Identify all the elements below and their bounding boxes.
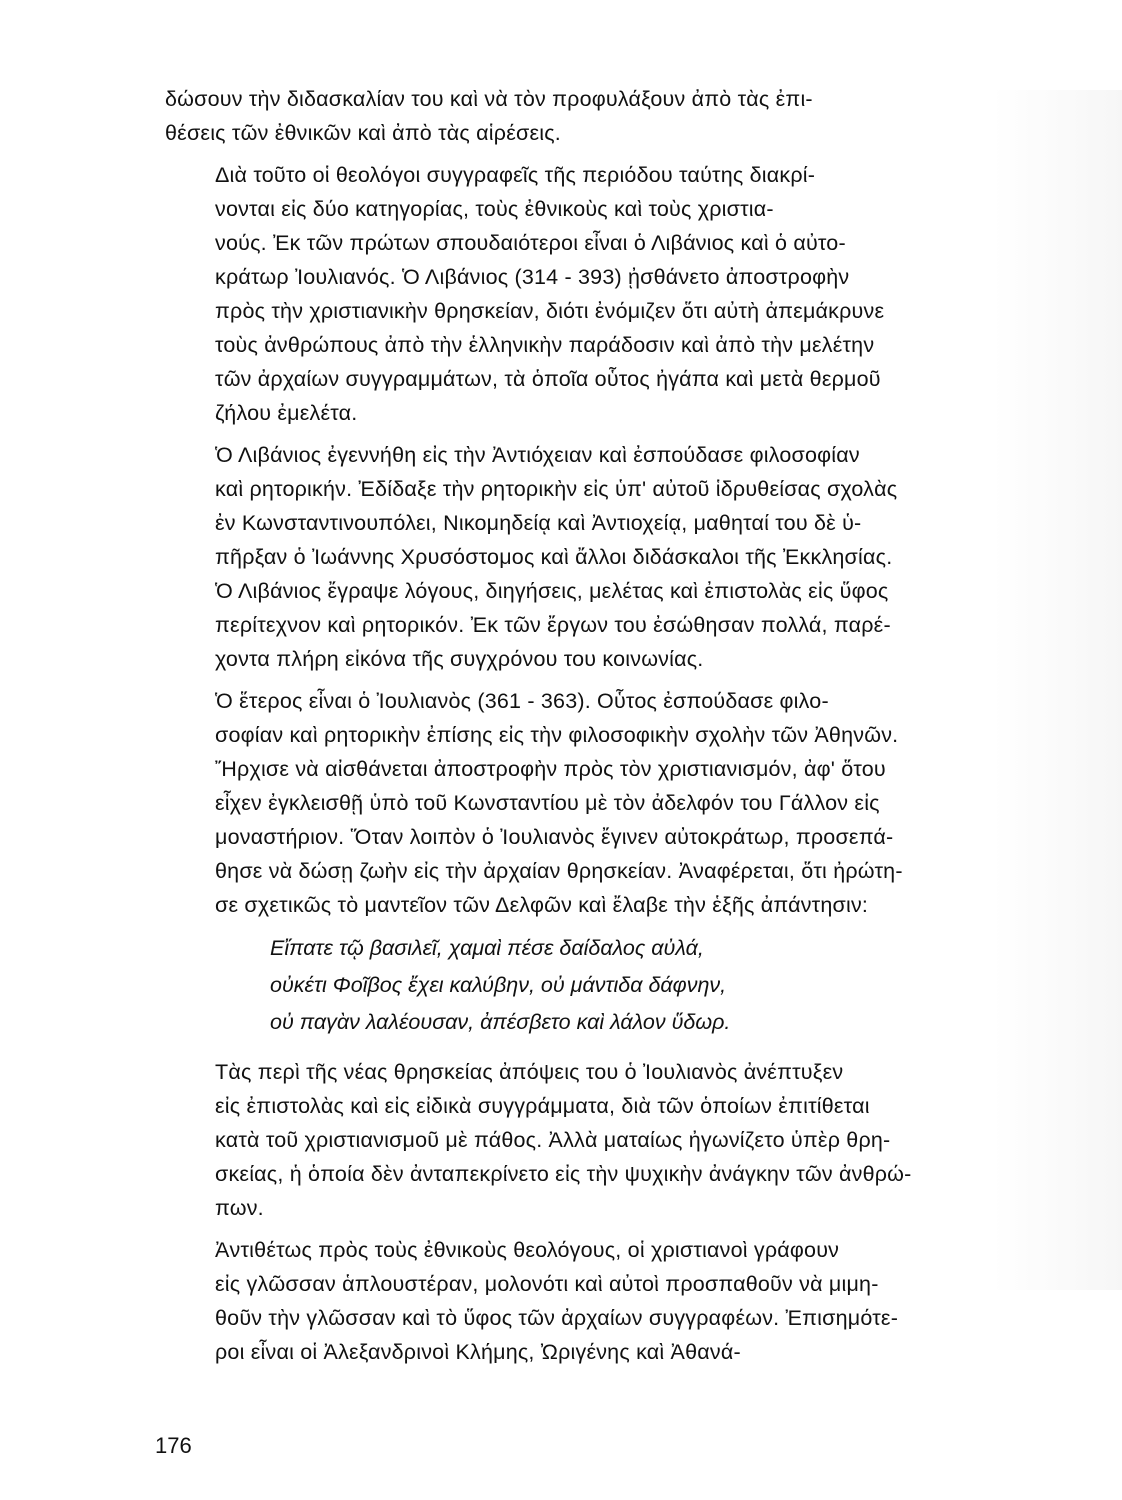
- text-line: πρὸς τὴν χριστιανικὴν θρησκείαν, διότι ἐνόμιζεν ὅτι αὐτὴ ἀπεμάκρυνε: [215, 299, 885, 323]
- text-line: κατὰ τοῦ χριστιανισμοῦ μὲ πάθος. Ἀλλὰ ματαίως ἠγωνίζετο ὑπὲρ θρη-: [215, 1128, 891, 1152]
- text-line: κράτωρ Ἰουλιανός. Ὁ Λιβάνιος (314 - 393) ᾐσθάνετο ἀποστροφὴν: [215, 265, 850, 289]
- text-line: θοῦν τὴν γλῶσσαν καὶ τὸ ὕφος τῶν ἀρχαίων συγγραφέων. Ἐπισημότε-: [215, 1306, 899, 1330]
- text-line: θέσεις τῶν ἐθνικῶν καὶ ἀπὸ τὰς αἱρέσεις.: [165, 121, 561, 145]
- text-line: Τὰς περὶ τῆς νέας θρησκείας ἀπόψεις του ὁ Ἰουλιανὸς ἀνέπτυξεν: [215, 1060, 844, 1084]
- page-number: 176: [155, 1433, 192, 1458]
- text-line: εἶχεν ἐγκλεισθῇ ὑπὸ τοῦ Κωνσταντίου μὲ τὸν ἀδελφόν του Γάλλον εἰς: [215, 791, 880, 815]
- text-line: χοντα πλήρη εἰκόνα τῆς συγχρόνου του κοινωνίας.: [215, 647, 704, 671]
- text-line: Ὁ Λιβάνιος ἔγραψε λόγους, διηγήσεις, μελέτας καὶ ἐπιστολὰς εἰς ὕφος: [215, 579, 889, 603]
- text-line: σκείας, ἡ ὁποία δὲν ἀνταπεκρίνετο εἰς τὴν ψυχικὴν ἀνάγκην τῶν ἀνθρώ-: [215, 1162, 912, 1186]
- text-line: ροι εἶναι οἱ Ἀλεξανδρινοὶ Κλήμης, Ὠριγένης καὶ Ἀθανά-: [215, 1340, 741, 1364]
- poem-line: οὐ παγὰν λαλέουσαν, ἀπέσβετο καὶ λάλον ὕδωρ.: [270, 1010, 731, 1034]
- poem-line: Εἴπατε τῷ βασιλεῖ, χαμαὶ πέσε δαίδαλος αὐλά,: [270, 936, 704, 960]
- text-line: Ἀντιθέτως πρὸς τοὺς ἐθνικοὺς θεολόγους, οἱ χριστιανοὶ γράφουν: [215, 1238, 840, 1262]
- paragraph-3: [165, 438, 1045, 676]
- oracle-poem: [270, 930, 1045, 1041]
- text-line: περίτεχνον καὶ ρητορικόν. Ἐκ τῶν ἔργων του ἐσώθησαν πολλά, παρέ-: [215, 613, 891, 637]
- paragraph-5: [165, 1055, 1045, 1225]
- page-body: [165, 82, 1045, 1377]
- text-line: δώσουν τὴν διδασκαλίαν του καὶ νὰ τὸν προφυλάξουν ἀπὸ τὰς ἐπι-: [165, 87, 813, 111]
- text-line: μοναστήριον. Ὅταν λοιπὸν ὁ Ἰουλιανὸς ἔγινεν αὐτοκράτωρ, προσεπά-: [215, 825, 894, 849]
- text-line: νονται εἰς δύο κατηγορίας, τοὺς ἐθνικοὺς καὶ τοὺς χριστια-: [215, 197, 774, 221]
- paragraph-6: [165, 1233, 1045, 1369]
- text-line: τοὺς ἀνθρώπους ἀπὸ τὴν ἑλληνικὴν παράδοσιν καὶ ἀπὸ τὴν μελέτην: [215, 333, 875, 357]
- text-line: σοφίαν καὶ ρητορικὴν ἐπίσης εἰς τὴν φιλοσοφικὴν σχολὴν τῶν Ἀθηνῶν.: [215, 723, 899, 747]
- text-line: σε σχετικῶς τὸ μαντεῖον τῶν Δελφῶν καὶ ἔλαβε τὴν ἑξῆς ἀπάντησιν:: [215, 893, 869, 917]
- paragraph-1: [165, 82, 1045, 150]
- text-line: θησε νὰ δώσῃ ζωὴν εἰς τὴν ἀρχαίαν θρησκείαν. Ἀναφέρεται, ὅτι ἠρώτη-: [215, 859, 903, 883]
- text-line: τῶν ἀρχαίων συγγραμμάτων, τὰ ὁποῖα οὗτος ἠγάπα καὶ μετὰ θερμοῦ: [215, 367, 881, 391]
- text-line: Ἤρχισε νὰ αἰσθάνεται ἀποστροφὴν πρὸς τὸν χριστιανισμόν, ἀφ' ὅτου: [215, 757, 886, 781]
- text-line: νούς. Ἐκ τῶν πρώτων σπουδαιότεροι εἶναι ὁ Λιβάνιος καὶ ὁ αὐτο-: [215, 231, 846, 255]
- text-line: πων.: [215, 1196, 264, 1220]
- text-line: πῆρξαν ὁ Ἰωάννης Χρυσόστομος καὶ ἄλλοι διδάσκαλοι τῆς Ἐκκλησίας.: [215, 545, 893, 569]
- text-line: Ὁ ἕτερος εἶναι ὁ Ἰουλιανὸς (361 - 363). Οὗτος ἐσπούδασε φιλο-: [215, 689, 829, 713]
- poem-line: οὐκέτι Φοῖβος ἔχει καλύβην, οὐ μάντιδα δάφνην,: [270, 973, 727, 997]
- text-line: Διὰ τοῦτο οἱ θεολόγοι συγγραφεῖς τῆς περιόδου ταύτης διακρί-: [215, 163, 816, 187]
- paragraph-4: [165, 684, 1045, 922]
- paragraph-2: [165, 158, 1045, 430]
- text-line: εἰς ἐπιστολὰς καὶ εἰς εἰδικὰ συγγράμματα, διὰ τῶν ὁποίων ἐπιτίθεται: [215, 1094, 870, 1118]
- text-line: Ὁ Λιβάνιος ἐγεννήθη εἰς τὴν Ἀντιόχειαν καὶ ἐσπούδασε φιλοσοφίαν: [215, 443, 860, 467]
- text-line: ἐν Κωνσταντινουπόλει, Νικομηδείᾳ καὶ Ἀντιοχείᾳ, μαθηταί του δὲ ὑ-: [215, 511, 862, 535]
- text-line: καὶ ρητορικήν. Ἐδίδαξε τὴν ρητορικὴν εἰς ὑπ' αὐτοῦ ἱδρυθείσας σχολὰς: [215, 477, 898, 501]
- text-line: εἰς γλῶσσαν ἁπλουστέραν, μολονότι καὶ αὐτοὶ προσπαθοῦν νὰ μιμη-: [215, 1272, 879, 1296]
- text-line: ζήλου ἐμελέτα.: [215, 401, 358, 425]
